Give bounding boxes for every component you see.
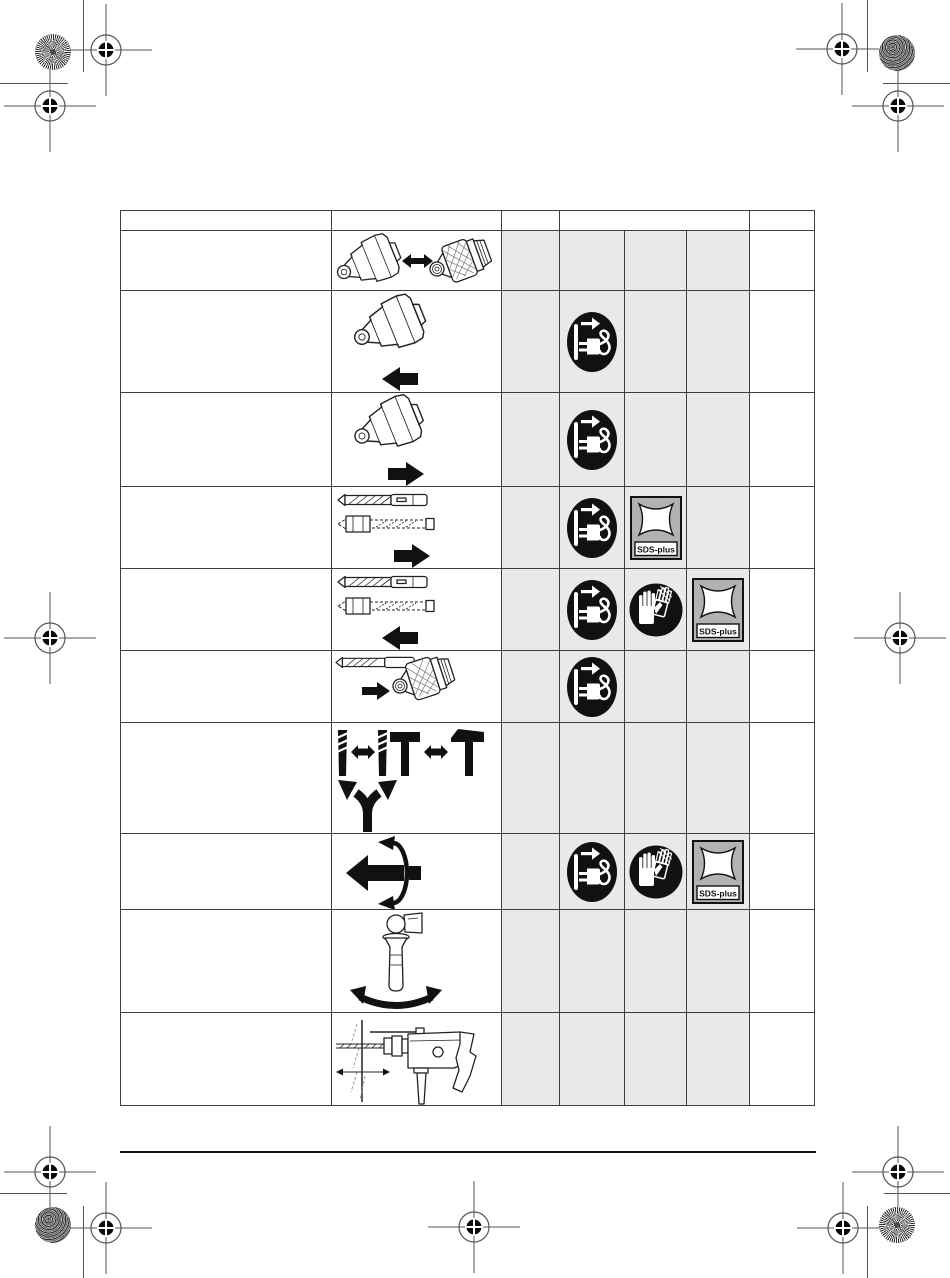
crop-mark-line <box>884 1193 950 1194</box>
description-cell-chuck-attachment <box>121 393 332 487</box>
unplug-power-icon <box>565 408 619 472</box>
registration-mark <box>426 1179 522 1275</box>
spacer-cell <box>502 1013 560 1106</box>
row-bit-into-keyless <box>121 651 815 723</box>
spacer-cell <box>502 393 560 487</box>
icon-cell-3 <box>687 569 750 651</box>
registration-crosshair-mark <box>794 1 890 97</box>
crop-mark-line <box>0 83 68 84</box>
registration-mark <box>2 590 98 686</box>
figure-chuck-remove <box>332 292 501 392</box>
registration-mark <box>850 1124 946 1220</box>
spacer-cell <box>502 231 560 291</box>
pictogram-table-wrap <box>120 210 815 1106</box>
crop-mark-line <box>867 0 868 72</box>
row-auxiliary-handle <box>121 910 815 1013</box>
icon-cell-3 <box>687 393 750 487</box>
figure-chuck-attach <box>332 394 501 486</box>
protective-gloves-icon <box>628 582 684 638</box>
icon-cell-2 <box>625 910 687 1013</box>
registration-mark <box>794 1 890 97</box>
icon-cell-2 <box>625 1013 687 1106</box>
icon-cell-2 <box>625 231 687 291</box>
spacer-cell <box>502 723 560 834</box>
icon-cell-2 <box>625 569 687 651</box>
page-ref-cell <box>750 487 815 569</box>
figure-vario-lock <box>332 835 501 909</box>
figure-auxiliary-handle <box>332 911 501 1012</box>
registration-mark <box>58 2 154 98</box>
row-chuck-interchange <box>121 231 815 291</box>
icon-cell-3 <box>687 723 750 834</box>
page-ref-cell <box>750 569 815 651</box>
icon-cell-1 <box>560 910 625 1013</box>
header-cell-icons <box>560 211 750 231</box>
sds-plus-label: SDS-plus <box>699 626 737 636</box>
page-ref-cell <box>750 291 815 393</box>
registration-mark <box>795 1180 891 1276</box>
crop-mark-line <box>83 0 84 72</box>
figure-operating-modes <box>332 724 501 833</box>
icon-cell-1 <box>560 569 625 651</box>
registration-crosshair-mark <box>795 1180 891 1276</box>
row-bit-insertion <box>121 487 815 569</box>
icon-cell-2 <box>625 834 687 910</box>
page-ref-cell <box>750 231 815 291</box>
icon-cell-3 <box>687 910 750 1013</box>
registration-mark <box>850 58 946 154</box>
figure-bit-insert <box>332 488 501 568</box>
description-cell-bit-into-keyless <box>121 651 332 723</box>
figure-cell-chuck-removal <box>332 291 502 393</box>
row-chuck-removal <box>121 291 815 393</box>
unplug-power-icon <box>565 578 619 642</box>
footer-rule <box>120 1151 816 1153</box>
icon-cell-2 <box>625 487 687 569</box>
registration-crosshair-mark <box>426 1179 522 1275</box>
row-operating-modes <box>121 723 815 834</box>
header-row <box>121 211 815 231</box>
figure-chuck-swap <box>332 232 501 290</box>
protective-gloves-icon <box>628 844 684 900</box>
icon-cell-2 <box>625 291 687 393</box>
icon-cell-3 <box>687 291 750 393</box>
spacer-cell <box>502 569 560 651</box>
spacer-cell <box>502 910 560 1013</box>
header-cell-spacer <box>502 211 560 231</box>
icon-cell-1 <box>560 393 625 487</box>
icon-cell-1 <box>560 723 625 834</box>
sds-plus-leather-icon <box>692 578 744 642</box>
registration-crosshair-mark <box>850 58 946 154</box>
icon-cell-3 <box>687 487 750 569</box>
registration-crosshair-mark <box>850 1124 946 1220</box>
spacer-cell <box>502 487 560 569</box>
description-cell-bit-removal <box>121 569 332 651</box>
unplug-power-icon <box>565 310 619 374</box>
icon-cell-2 <box>625 393 687 487</box>
icon-cell-3 <box>687 1013 750 1106</box>
icon-cell-3 <box>687 231 750 291</box>
header-cell-page-ref <box>750 211 815 231</box>
registration-crosshair-mark <box>58 1180 154 1276</box>
row-depth-stop-drilling <box>121 1013 815 1106</box>
figure-bit-remove <box>332 570 501 650</box>
crop-mark-line <box>883 83 950 84</box>
icon-cell-1 <box>560 291 625 393</box>
figure-bit-into-chuck <box>332 652 501 722</box>
crop-mark-line <box>0 1193 67 1194</box>
figure-cell-auxiliary-handle <box>332 910 502 1013</box>
figure-cell-bit-removal <box>332 569 502 651</box>
registration-crosshair-mark <box>852 590 948 686</box>
header-cell-description <box>121 211 332 231</box>
description-cell-auxiliary-handle <box>121 910 332 1013</box>
figure-cell-bit-into-keyless <box>332 651 502 723</box>
color-control-patch-halftone <box>35 1207 71 1243</box>
spacer-cell <box>502 651 560 723</box>
unplug-power-icon <box>565 655 619 719</box>
icon-cell-3 <box>687 834 750 910</box>
registration-crosshair-mark <box>2 58 98 154</box>
figure-cell-chuck-interchange <box>332 231 502 291</box>
row-bit-removal <box>121 569 815 651</box>
description-cell-chuck-interchange <box>121 231 332 291</box>
page-ref-cell <box>750 651 815 723</box>
pictogram-table <box>120 210 815 1106</box>
icon-cell-2 <box>625 651 687 723</box>
figure-cell-depth-stop-drilling <box>332 1013 502 1106</box>
figure-cell-vario-lock <box>332 834 502 910</box>
crop-mark-line <box>867 1206 868 1278</box>
icon-cell-1 <box>560 651 625 723</box>
icon-cell-1 <box>560 231 625 291</box>
row-chuck-attachment <box>121 393 815 487</box>
description-cell-bit-insertion <box>121 487 332 569</box>
description-cell-vario-lock <box>121 834 332 910</box>
registration-mark <box>2 58 98 154</box>
icon-cell-3 <box>687 651 750 723</box>
description-cell-chuck-removal <box>121 291 332 393</box>
crop-mark-line <box>83 1206 84 1278</box>
registration-mark <box>58 1180 154 1276</box>
sds-plus-leather-icon <box>630 496 682 560</box>
icon-cell-1 <box>560 834 625 910</box>
figure-cell-bit-insertion <box>332 487 502 569</box>
unplug-power-icon <box>565 496 619 560</box>
page-ref-cell <box>750 723 815 834</box>
spacer-cell <box>502 834 560 910</box>
color-control-patch-halftone <box>879 35 915 71</box>
spacer-cell <box>502 291 560 393</box>
sds-plus-leather-icon <box>692 840 744 904</box>
page-ref-cell <box>750 393 815 487</box>
page-ref-cell <box>750 834 815 910</box>
registration-crosshair-mark <box>2 590 98 686</box>
header-cell-figure <box>332 211 502 231</box>
page-ref-cell <box>750 1013 815 1106</box>
icon-cell-1 <box>560 487 625 569</box>
registration-mark <box>852 590 948 686</box>
icon-cell-2 <box>625 723 687 834</box>
figure-cell-chuck-attachment <box>332 393 502 487</box>
color-control-patch-radial <box>879 1207 915 1243</box>
sds-plus-label: SDS-plus <box>699 888 737 898</box>
description-cell-operating-modes <box>121 723 332 834</box>
page-ref-cell <box>750 910 815 1013</box>
figure-cell-operating-modes <box>332 723 502 834</box>
figure-depth-stop-drilling <box>332 1014 501 1105</box>
icon-cell-1 <box>560 1013 625 1106</box>
color-control-patch-radial <box>35 34 71 70</box>
row-vario-lock <box>121 834 815 910</box>
sds-plus-label: SDS-plus <box>636 544 675 554</box>
unplug-power-icon <box>565 840 619 904</box>
registration-crosshair-mark <box>58 2 154 98</box>
description-cell-depth-stop-drilling <box>121 1013 332 1106</box>
